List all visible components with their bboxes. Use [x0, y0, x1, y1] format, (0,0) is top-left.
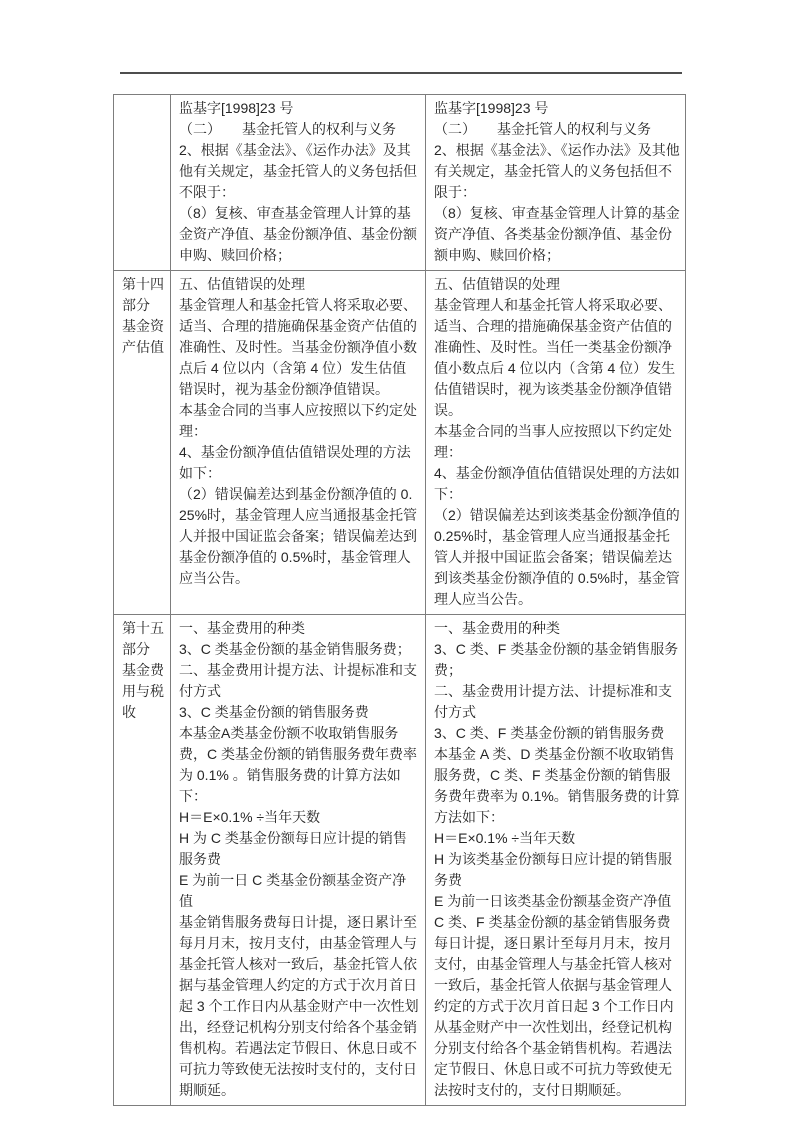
new-version-cell	[426, 271, 686, 615]
paragraph: 2、根据《基金法》、《运作办法》及其他有关规定，基金托管人的义务包括但不限于：	[434, 142, 680, 200]
paragraph: 3、C 类基金份额的销售服务费	[179, 704, 369, 720]
contract-comparison-table	[113, 94, 686, 1106]
paragraph: H＝E×0.1% ÷当年天数	[179, 809, 321, 825]
paragraph: （二） 基金托管人的权利与义务	[434, 121, 651, 137]
paragraph: H＝E×0.1% ÷当年天数	[434, 830, 576, 846]
paragraph: 3、C 类、F 类基金份额的销售服务费	[434, 725, 665, 741]
table-row	[114, 615, 686, 1106]
section-label: 基金资产估值	[122, 318, 164, 355]
paragraph: 4、基金份额净值估值错误处理的方法如下：	[434, 465, 680, 502]
page-header-rule	[120, 72, 682, 74]
section-label-cell	[114, 271, 171, 615]
section-label: 基金费用与税收	[122, 662, 164, 720]
paragraph: 基金管理人和基金托管人将采取必要、适当、合理的措施确保基金资产估值的准确性、及时性。当基金份额净值小数点后 4 位以内（含第 4 位）发生估值错误时，视为基金份额净值错误。	[179, 297, 417, 397]
paragraph: 一、基金费用的种类	[179, 620, 305, 636]
paragraph: （8）复核、审查基金管理人计算的基金资产净值、基金份额净值、基金份额申购、赎回价格；	[179, 205, 417, 263]
paragraph: （2）错误偏差达到基金份额净值的 0.25%时，基金管理人应当通报基金托管人并报中国证监会备案；错误偏差达到基金份额净值的 0.5%时，基金管理人应当公告。	[179, 486, 418, 586]
paragraph: 本基金合同的当事人应按照以下约定处理：	[434, 423, 672, 460]
paragraph: 监基字[1998]23 号	[434, 100, 549, 116]
paragraph: 本基金 A 类、D 类基金份额不收取销售服务费，C 类、F 类基金份额的销售服务费年费率为 0.1%。销售服务费的计算方法如下：	[434, 746, 680, 825]
table-row	[114, 95, 686, 271]
paragraph: E 为前一日 C 类基金份额基金资产净值	[179, 872, 407, 909]
paragraph: 二、基金费用计提方法、计提标准和支付方式	[434, 683, 672, 720]
paragraph: 基金管理人和基金托管人将采取必要、适当、合理的措施确保基金资产估值的准确性、及时性。当任一类基金份额净值小数点后 4 位以内（含第 4 位）发生估值错误时，视为该类基金份额净值错误。	[434, 297, 676, 418]
paragraph: 基金销售服务费每日计提，逐日累计至每月月末，按月支付，由基金管理人与基金托管人核对一致后，基金托管人依据与基金管理人约定的方式于次月首日起 3 个工作日内从基金财产中一次性划出，经登记机构分别支付给各个基金销售机构。若遇法定节假日、休息日或不可抗力等致使无法按时支付的，支付日期顺延。	[179, 914, 419, 1098]
paragraph: 监基字[1998]23 号	[179, 100, 294, 116]
paragraph: （2）错误偏差达到该类基金份额净值的 0.25%时，基金管理人应当通报基金托管人并报中国证监会备案；错误偏差达到该类基金份额净值的 0.5%时，基金管理人应当公告。	[434, 507, 680, 607]
paragraph: 2、根据《基金法》、《运作办法》及其他有关规定，基金托管人的义务包括但不限于：	[179, 142, 417, 200]
old-version-cell	[171, 271, 426, 615]
table-row	[114, 271, 686, 615]
paragraph: 3、C 类基金份额的基金销售服务费；	[179, 641, 411, 657]
paragraph: 3、C 类、F 类基金份额的基金销售服务费；	[434, 641, 679, 678]
old-version-cell	[171, 95, 426, 271]
paragraph: 五、估值错误的处理	[434, 276, 560, 292]
paragraph: 本基金合同的当事人应按照以下约定处理：	[179, 402, 417, 439]
paragraph: 本基金A类基金份额不收取销售服务费，C 类基金份额的销售服务费年费率为 0.1% 。销售服务费的计算方法如下：	[179, 725, 417, 804]
paragraph: C 类、F 类基金份额的基金销售服务费每日计提，逐日累计至每月月末，按月支付，由基金管理人与基金托管人核对一致后，基金托管人依据与基金管理人约定的方式于次月首日起 3 个工作日内从基金财产中一次性划出，经登记机构分别支付给各个基金销售机构。若遇法定节假日、休息日或不可抗力等致使无法按时支付的，支付日期顺延。	[434, 914, 674, 1098]
paragraph: 4、基金份额净值估值错误处理的方法如下：	[179, 444, 411, 481]
paragraph: E 为前一日该类基金份额基金资产净值	[434, 893, 672, 909]
section-label-cell	[114, 95, 171, 271]
section-label: 第十五部分	[122, 620, 164, 657]
new-version-cell	[426, 615, 686, 1106]
old-version-cell	[171, 615, 426, 1106]
paragraph: 二、基金费用计提方法、计提标准和支付方式	[179, 662, 417, 699]
paragraph: （8）复核、审查基金管理人计算的基金资产净值、各类基金份额净值、基金份额申购、赎回价格；	[434, 205, 680, 263]
paragraph: H 为 C 类基金份额每日应计提的销售服务费	[179, 830, 407, 867]
new-version-cell	[426, 95, 686, 271]
paragraph: H 为该类基金份额每日应计提的销售服务费	[434, 851, 672, 888]
section-label: 第十四部分	[122, 276, 164, 313]
section-label-cell	[114, 615, 171, 1106]
paragraph: （二） 基金托管人的权利与义务	[179, 121, 396, 137]
paragraph: 一、基金费用的种类	[434, 620, 560, 636]
paragraph: 五、估值错误的处理	[179, 276, 305, 292]
